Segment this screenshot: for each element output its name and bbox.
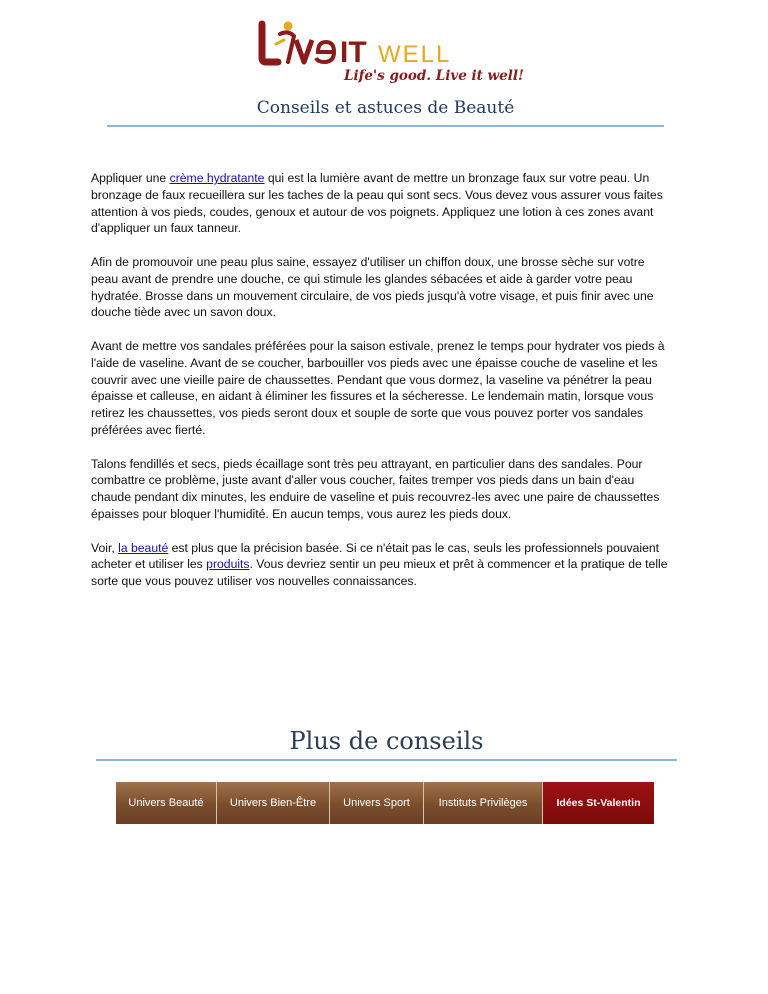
paragraph-vaseline: Avant de mettre vos sandales préférées pour la saison estivale, prenez le temps pour hydrater vos pieds à l'aide de vaseline. Avant de se coucher, barbouiller vos pieds avec une épaisse couche de vaseline et les couvrir avec une vieille paire de chaussettes. Pendant que vous dormez, la vaseline va pénétrer la peau épaisse et calleuse, en aidant à éliminer les fissures et la sécheresse. Le lendemain matin, lorsque vous retirez les chaussettes, vos pieds seront doux et souple de sorte que vous pouvez porter vos sandales préférées avec fierté. [91,338,665,437]
link-la-beaute[interactable]: la beauté [118,540,169,555]
paragraph-dry-brush: Afin de promouvoir une peau plus saine, essayez d'utiliser un chiffon doux, une brosse sèche sur votre peau avant de prendre une douche, ce qui stimule les glandes sébacées et aide à garder votre peau hydratée. Brosse dans un mouvement circulaire, de vos pieds jusqu'à votre visage, et puis finir avec une douche tiède avec un savon doux. [91,254,654,320]
liveitwell-logo-icon [254,18,514,70]
category-nav [116,782,654,824]
text-segment: qui est la lumière avant de mettre un bronzage faux sur votre peau. Un bronzage de faux recueillera sur les taches de la peau qui sont secs. Vous devez vous assurer vous faites attention à vos pieds, coudes, genoux et autour de vos poignets. Appliquez une lotion à ces zones avant d'appliquer un faux tanneur. [91,171,663,236]
more-tips-divider [96,759,677,761]
paragraph-beauty [91,540,675,590]
svg-text:IT: IT [340,36,367,69]
article-body [91,170,675,607]
text-segment: . Vous devriez sentir un peu mieux et prêt à commencer et la pratique de telle sorte que vous pouvez utiliser vos nouvelles connaissances. [91,557,668,589]
link-produits[interactable]: produits [206,557,250,572]
nav-idees-st-valentin[interactable]: Idées St-Valentin [543,782,654,824]
logo[interactable] [0,14,768,92]
logo-tagline: Life's good. Live it well! [344,68,524,84]
more-tips-title: Plus de conseils [289,727,484,755]
page-title: Conseils et astuces de Beauté [256,98,515,118]
svg-text:WELL: WELL [378,41,452,68]
title-divider [107,125,664,127]
text-segment: est plus que la précision basée. Si ce n'était pas le cas, seuls les professionnels pouvaient acheter et utiliser les [91,540,660,572]
text-segment: Appliquer une [91,171,170,185]
link-creme-hydratante[interactable]: crème hydratante [169,171,265,185]
nav-univers-sport[interactable]: Univers Sport [330,782,424,824]
text-segment: Voir, [91,540,119,555]
paragraph-moisturizer [91,170,675,237]
nav-univers-beaute[interactable]: Univers Beauté [116,782,217,824]
nav-instituts-privileges[interactable]: Instituts Privilèges [424,782,543,824]
nav-univers-bien-etre[interactable]: Univers Bien-Être [217,782,330,824]
paragraph-cracked-heels: Talons fendillés et secs, pieds écaillage sont très peu attrayant, en particulier dans des sandales. Pour combattre ce problème, juste avant d'aller vous coucher, faites tremper vos pieds dans un bain d'eau chaude pendant dix minutes, les enduire de vaseline et puis recouvrez-les avec une paire de chaussettes épaisses pour bloquer l'humidité. En aucun temps, vous aurez les pieds doux. [91,456,660,521]
